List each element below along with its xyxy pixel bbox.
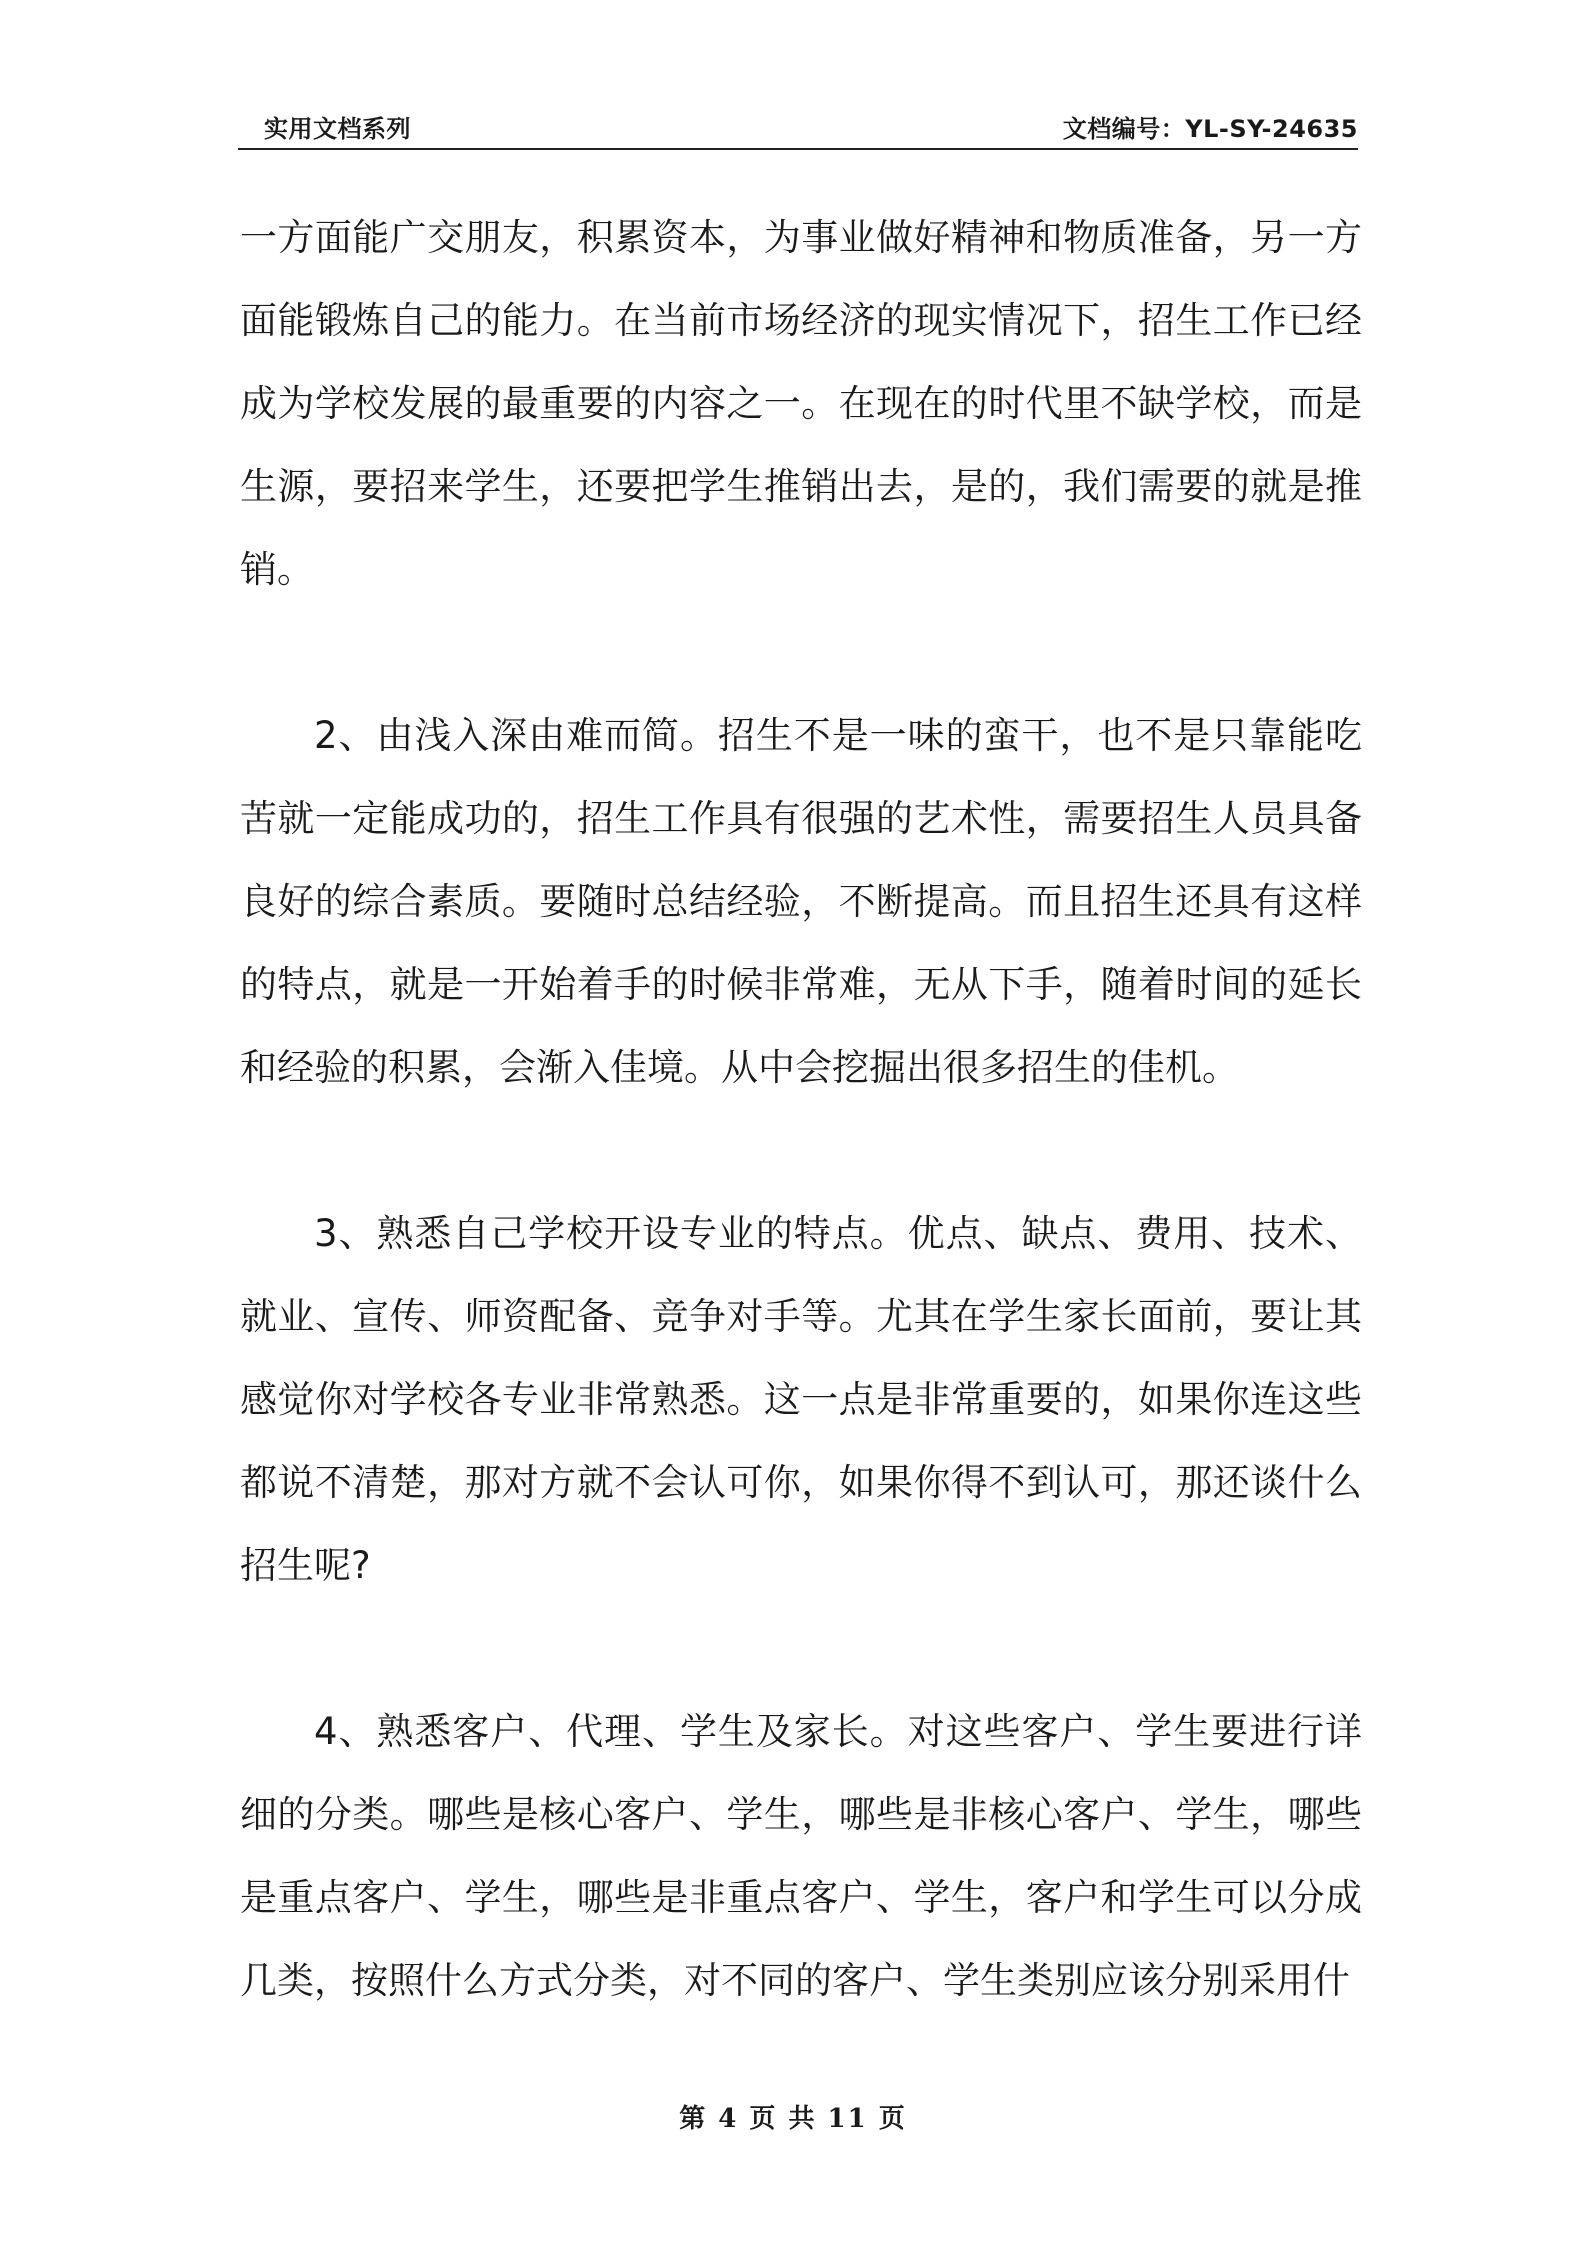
paragraph-1: 一方面能广交朋友，积累资本，为事业做好精神和物质准备，另一方面能锻炼自己的能力。在当前市场经济的现实情况下，招生工作已经成为学校发展的最重要的内容之一。在现在的时代里不缺学校，而是生源，要招来学生，还要把学生推销出去，是的，我们需要的就是推销。 (240, 216, 1362, 591)
page-header (238, 112, 1358, 150)
page-number: 第 4 页 共 11 页 (679, 2104, 907, 2134)
paragraph-spacer (240, 1109, 1362, 1192)
document-number: 文档编号：YL-SY-24635 (1062, 115, 1358, 143)
series-title: 实用文档系列 (264, 115, 411, 143)
paragraph-spacer (240, 1607, 1362, 1690)
document-body (240, 196, 1362, 2022)
paragraph-3: 3、熟悉自己学校开设专业的特点。优点、缺点、费用、技术、就业、宣传、师资配备、竞争对手等。尤其在学生家长面前，要让其感觉你对学校各专业非常熟悉。这一点是非常重要的，如果你连这些都说不清楚，那对方就不会认可你，如果你得不到认可，那还谈什么招生呢? (240, 1212, 1362, 1587)
paragraph-4: 4、熟悉客户、代理、学生及家长。对这些客户、学生要进行详细的分类。哪些是核心客户、学生，哪些是非核心客户、学生，哪些是重点客户、学生，哪些是非重点客户、学生，客户和学生可以分成几类，按照什么方式分类，对不同的客户、学生类别应该分别采用什 (240, 1710, 1362, 2002)
paragraph-spacer (240, 611, 1362, 694)
paragraph-2: 2、由浅入深由难而简。招生不是一味的蛮干，也不是只靠能吃苦就一定能成功的，招生工作具有很强的艺术性，需要招生人员具备良好的综合素质。要随时总结经验，不断提高。而且招生还具有这样的特点，就是一开始着手的时候非常难，无从下手，随着时间的延长和经验的积累，会渐入佳境。从中会挖掘出很多招生的佳机。 (240, 714, 1362, 1089)
